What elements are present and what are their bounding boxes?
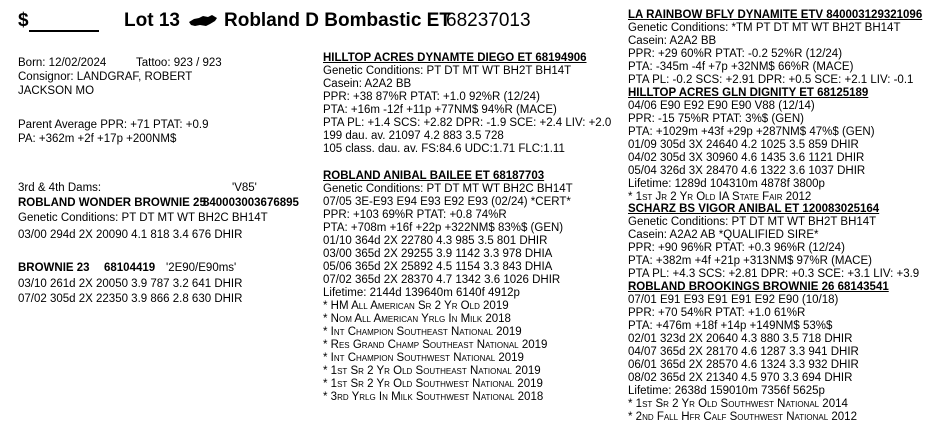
dam-line: 07/02 365d 2X 28370 4.7 1342 3.6 1026 DHIR (323, 274, 561, 286)
state-map-icon (188, 14, 218, 33)
dam4-reg: 68104419 (104, 262, 156, 274)
dam-award: * Nom All American Yrlg In Milk 2018 (323, 313, 511, 325)
sire-block (323, 52, 611, 156)
dam-award: * 1st Sr 2 Yr Old Southwest National 2019 (323, 378, 543, 390)
dam-line: 07/05 3E-E93 E94 E93 E92 E93 (02/24) *CERT* (323, 196, 571, 208)
block4-line: 04/07 365d 2X 28170 4.6 1287 3.3 941 DHIR (628, 346, 859, 358)
dam-line: PPR: +103 69%R PTAT: +0.8 74%R (323, 209, 507, 221)
dam-award: * HM All American Sr 2 Yr Old 2019 (323, 300, 509, 312)
block4-line: PTA: +476m +18f +14p +149NM$ 53%$ (628, 320, 833, 332)
sire-line: Genetic Conditions: PT DT MT WT BH2T BH14T (323, 65, 572, 77)
block4-lifetime: Lifetime: 2638d 159010m 7356f 5625p (628, 385, 825, 397)
block3-line: Casein: A2A2 AB *QUALIFIED SIRE* (628, 229, 819, 241)
lot-number: Lot 13 (124, 10, 180, 31)
dam-lifetime: Lifetime: 2144d 139640m 6140f 4912p (323, 287, 520, 299)
block1-line: PTA PL: -0.2 SCS: +2.91 DPR: +0.5 SCE: +2.1 LIV: -0.1 (628, 74, 914, 86)
dam-title: ROBLAND ANIBAL BAILEE ET 68187703 (323, 170, 545, 182)
block4-line: 06/01 365d 2X 28570 4.6 1324 3.3 932 DHIR (628, 359, 859, 371)
block3-line: PTA: +382m +4f +21p +313NM$ 97%R (MACE) (628, 255, 872, 267)
block2-line: 04/02 305d 3X 30960 4.6 1435 3.6 1121 DHIR (628, 152, 865, 164)
dam3-genetic: Genetic Conditions: PT DT MT WT BH2C BH14T (18, 212, 268, 224)
block2-award: * 1st Jr 2 Yr Old IA State Fair 2012 (628, 191, 812, 203)
paternal-granddam-block (628, 9, 922, 204)
block2-line: PTA: +1029m +43f +29p +287NM$ 47%$ (GEN) (628, 126, 875, 138)
born-date: Born: 12/02/2024 (18, 57, 107, 69)
block3-line: PPR: +90 96%R PTAT: +0.3 96%R (12/24) (628, 242, 845, 254)
animal-name: Robland D Bombastic ET (224, 10, 451, 31)
dam4-record: 07/02 305d 2X 22350 3.9 866 2.8 630 DHIR (18, 293, 243, 305)
block2-line: PPR: -15 75%R PTAT: 3%$ (GEN) (628, 113, 804, 125)
dam-line: PTA: +708m +16f +22p +322NM$ 83%$ (GEN) (323, 222, 564, 234)
block1-line: Casein: A2A2 BB (628, 35, 717, 47)
price-blank (29, 14, 99, 32)
sire-line: PTA PL: +1.4 SCS: +2.82 DPR: -1.9 SCE: +2.4 LIV: +2.0 (323, 117, 612, 129)
dollar-sign: $ (18, 10, 29, 31)
block4-title: ROBLAND BROOKINGS BROWNIE 26 68143541 (628, 281, 889, 293)
block2-line: 01/09 305d 3X 24640 4.2 1025 3.5 859 DHIR (628, 139, 859, 151)
dam4-name: BROWNIE 23 (18, 262, 90, 274)
maternal-grandsire-block (628, 203, 919, 424)
price-field (18, 10, 99, 32)
sire-line: 199 dau. av. 21097 4.2 883 3.5 728 (323, 130, 504, 142)
block1-title: LA RAINBOW BFLY DYNAMITE ETV 840003129321096 (628, 9, 923, 21)
parent-average-ppr: Parent Average PPR: +71 PTAT: +0.9 (18, 119, 209, 131)
dam3-name: ROBLAND WONDER BROWNIE 25 (18, 197, 206, 209)
block1-line: Genetic Conditions: *TM PT DT MT WT BH2T BH14T (628, 22, 901, 34)
block3-line: Genetic Conditions: PT DT MT WT BH2T BH14T (628, 216, 877, 228)
sire-line: 105 class. dau. av. FS:84.6 UDC:1.71 FLC:1.11 (323, 143, 565, 155)
registration-number: 68237013 (446, 10, 531, 31)
tattoo: Tattoo: 923 / 923 (136, 57, 222, 69)
dam3-record: 03/00 294d 2X 20090 4.1 818 3.4 676 DHIR (18, 229, 243, 241)
sire-line: Casein: A2A2 BB (323, 78, 412, 90)
dam-line: 01/10 364d 2X 22780 4.3 985 3.5 801 DHIR (323, 235, 548, 247)
block2-title: HILLTOP ACRES GLN DIGNITY ET 68125189 (628, 87, 869, 99)
sire-line: PTA: +16m -12f +11p +77NM$ 94%R (MACE) (323, 104, 557, 116)
consignor-location: JACKSON MO (18, 85, 95, 97)
block4-line: 08/02 365d 2X 21340 4.5 970 3.3 694 DHIR (628, 372, 853, 384)
dam-block (323, 170, 573, 404)
dams-label: 3rd & 4th Dams: (18, 182, 102, 194)
dams-note: 'V85' (232, 182, 257, 194)
dam-line: 03/00 365d 2X 29255 3.9 1142 3.3 978 DHIA (323, 248, 553, 260)
block4-line: 02/01 323d 2X 20640 4.3 880 3.5 718 DHIR (628, 333, 853, 345)
block3-line: PTA PL: +4.3 SCS: +2.81 DPR: +0.3 SCE: +3.1 LIV: +3.9 (628, 268, 920, 280)
block4-award: * 2nd Fall Hfr Calf Southwest National 2012 (628, 411, 857, 423)
block4-award: * 1st Sr 2 Yr Old Southwest National 2014 (628, 398, 848, 410)
dam-award: * 3rd Yrlg In Milk Southwest National 2018 (323, 391, 544, 403)
consignor: Consignor: LANDGRAF, ROBERT (18, 71, 193, 83)
dam-award: * 1st Sr 2 Yr Old Southeast National 2019 (323, 365, 541, 377)
dam-award: * Int Champion Southeast National 2019 (323, 326, 522, 338)
parent-average-pa: PA: +362m +2f +17p +200NM$ (18, 133, 177, 145)
block1-line: PPR: +29 60%R PTAT: -0.2 52%R (12/24) (628, 48, 843, 60)
sire-line: PPR: +38 87%R PTAT: +1.0 92%R (12/24) (323, 91, 540, 103)
block4-line: 07/01 E91 E93 E91 E91 E92 E90 (10/18) (628, 294, 839, 306)
dam4-note: '2E90/E90ms' (166, 262, 237, 274)
dam-award: * Res Grand Champ Southeast National 2019 (323, 339, 548, 351)
dam3-reg: 840003003676895 (203, 197, 299, 209)
block3-title: SCHARZ BS VIGOR ANIBAL ET 120083025164 (628, 203, 880, 215)
dam-line: Genetic Conditions: PT DT MT WT BH2C BH14T (323, 183, 573, 195)
block1-line: PTA: -345m -4f +7p +32NM$ 66%R (MACE) (628, 61, 854, 73)
block4-line: PPR: +70 54%R PTAT: +1.0 61%R (628, 307, 806, 319)
block2-line: 04/06 E90 E92 E90 E90 V88 (12/14) (628, 100, 815, 112)
dam-award: * Int Champion Southwest National 2019 (323, 352, 524, 364)
block2-line: 05/04 326d 3X 28470 4.6 1322 3.6 1037 DHIR (628, 165, 866, 177)
sire-title: HILLTOP ACRES DYNAMTE DIEGO ET 68194906 (323, 52, 587, 64)
dam4-record: 03/10 261d 2X 20050 3.9 787 3.2 641 DHIR (18, 278, 243, 290)
dam-line: 05/06 365d 2X 25892 4.5 1154 3.3 843 DHIA (323, 261, 553, 273)
block2-lifetime: Lifetime: 1289d 104310m 4878f 3800p (628, 178, 825, 190)
